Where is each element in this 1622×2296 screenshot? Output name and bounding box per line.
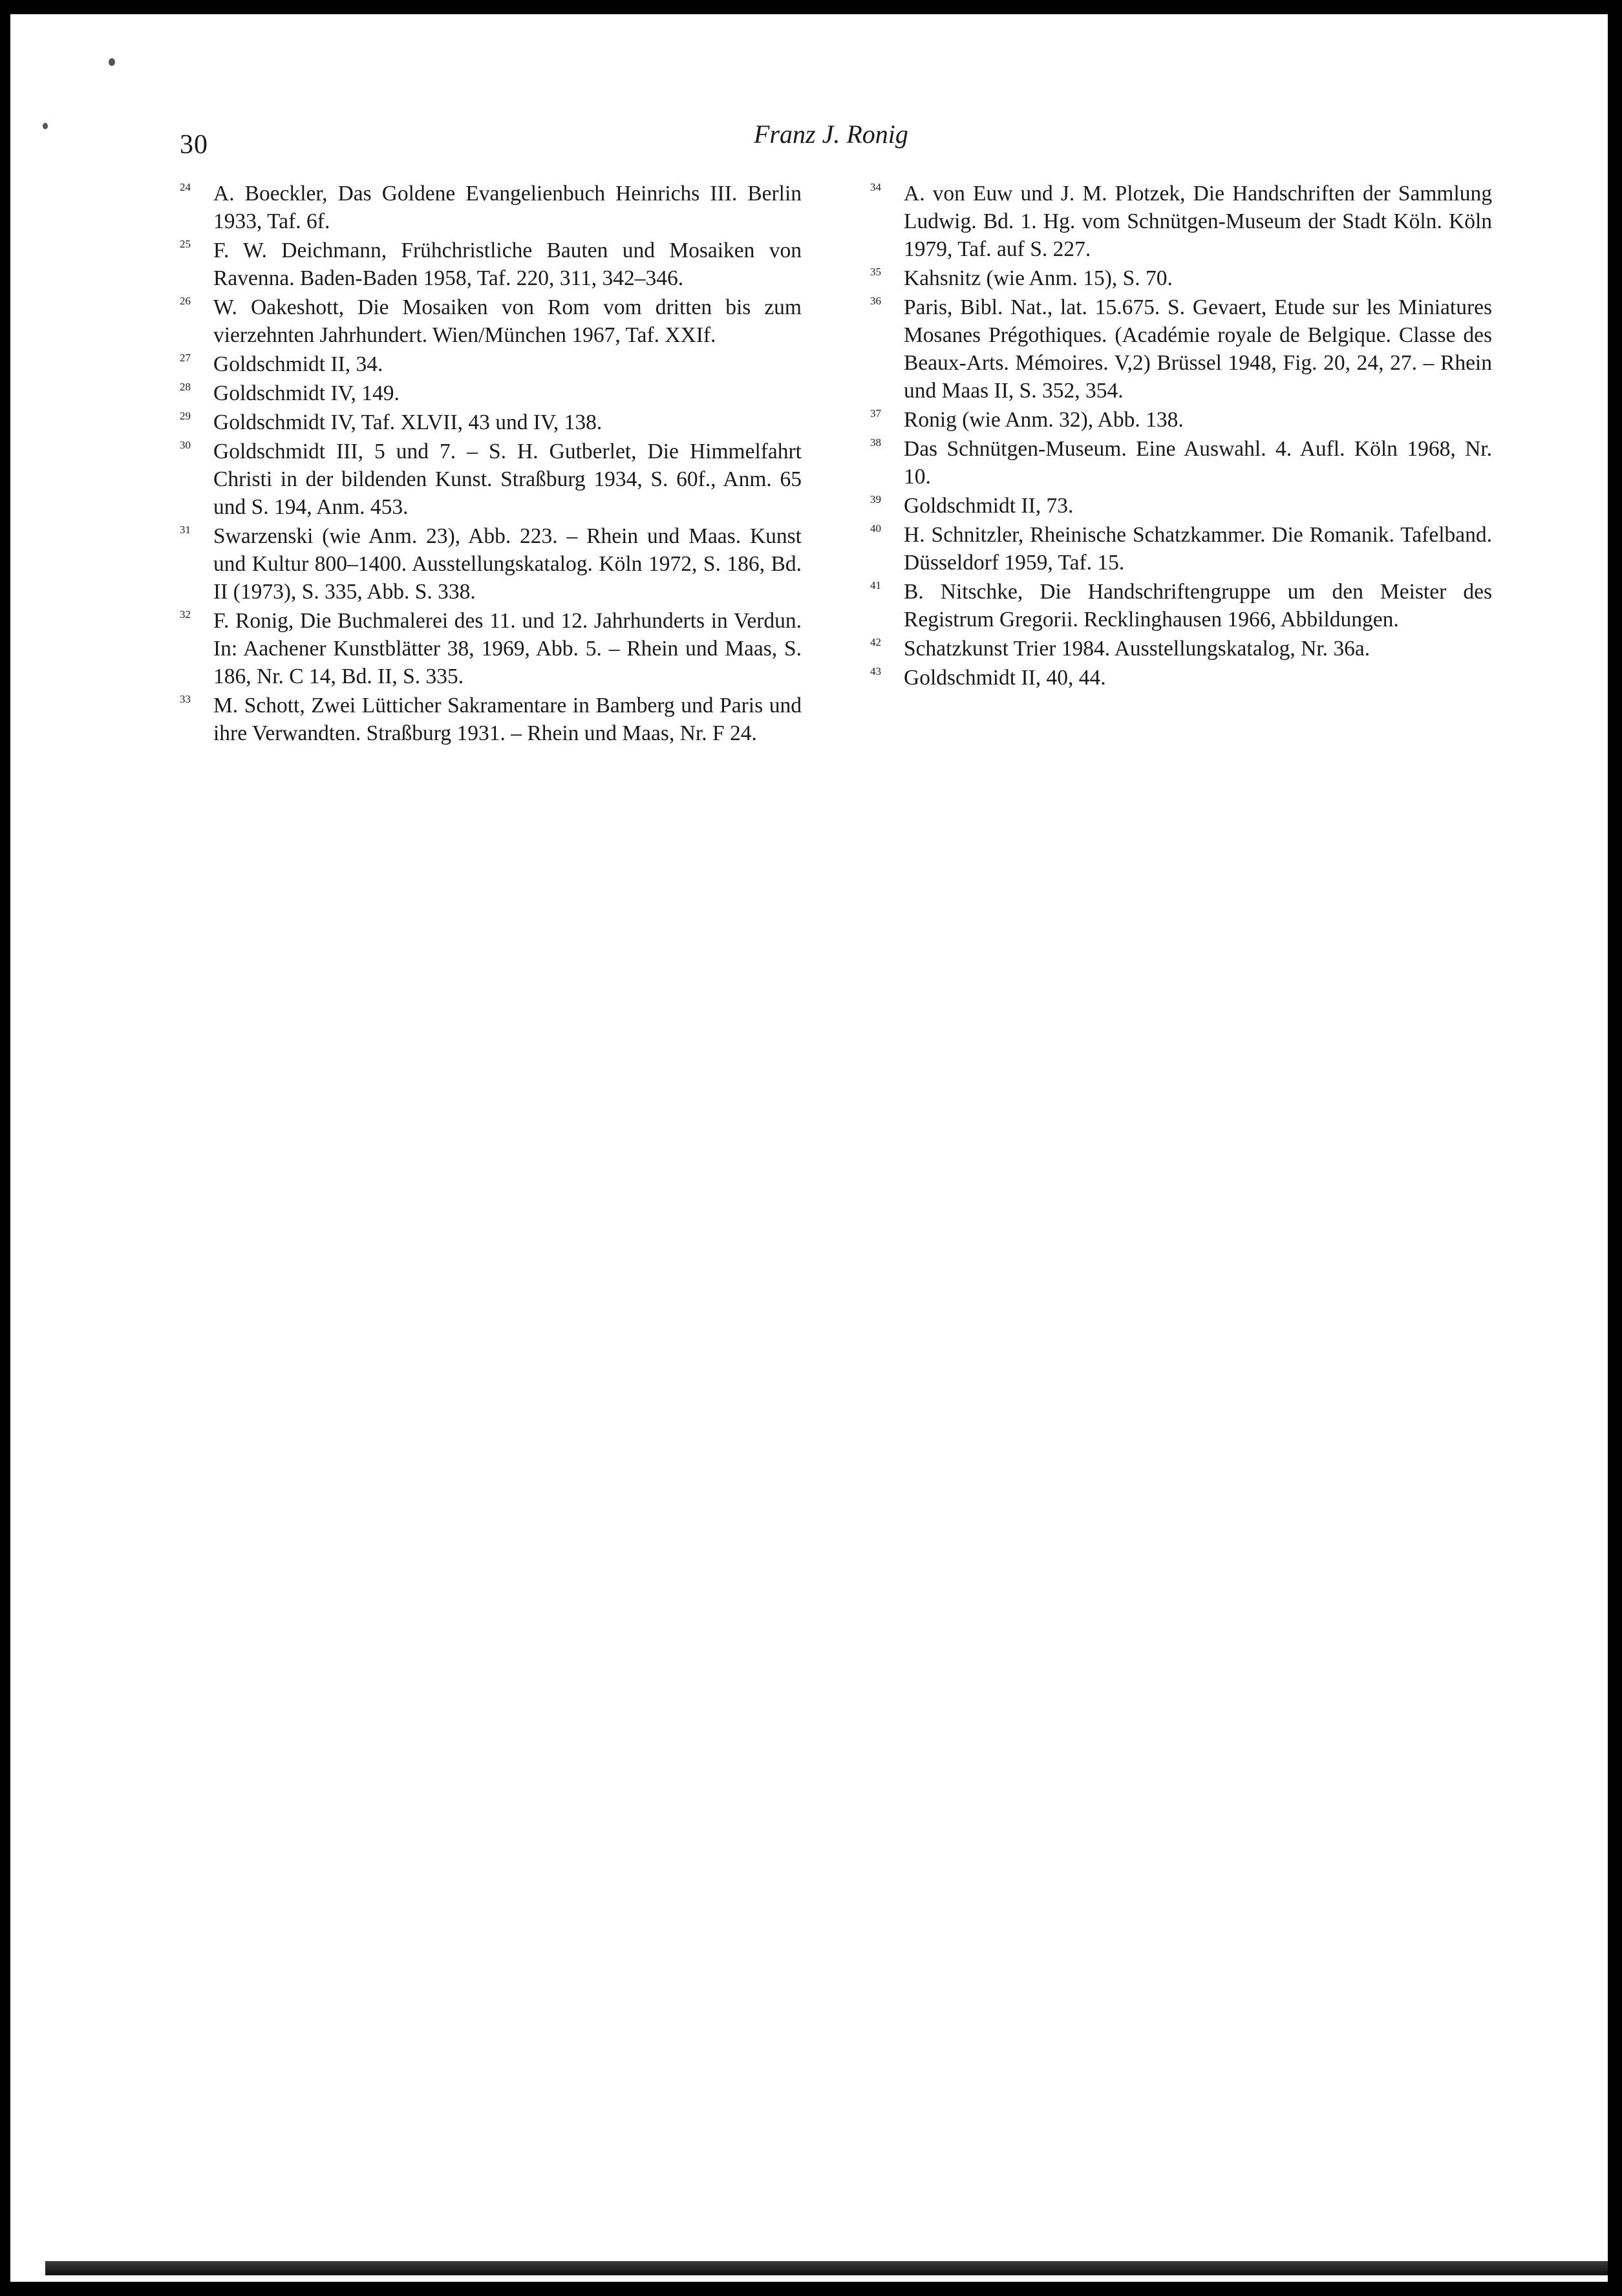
- footnote-text: Das Schnütgen-Museum. Eine Auswahl. 4. Aufl. Köln 1968, Nr. 10.: [904, 437, 1492, 489]
- footnote-text: A. von Euw und J. M. Plotzek, Die Handschriften der Sammlung Ludwig. Bd. 1. Hg. vom Schnütgen-Museum der Stadt Köln. Köln 1979, Taf. auf S. 227.: [904, 182, 1492, 261]
- footnote-number: 32: [180, 608, 191, 621]
- footnote-text: F. W. Deichmann, Frühchristliche Bauten und Mosaiken von Ravenna. Baden-Baden 1958, Taf. 220, 311, 342–346.: [213, 239, 802, 290]
- footnote-number: 24: [180, 181, 191, 193]
- footnote: [870, 664, 1492, 692]
- footnote-number: 30: [180, 439, 191, 451]
- footnote: [180, 293, 802, 349]
- footnote-number: 31: [180, 524, 191, 536]
- footnote-number: 29: [180, 410, 191, 422]
- footnote-number: 42: [870, 636, 881, 648]
- footnote-text: M. Schott, Zwei Lütticher Sakramentare in Bamberg und Paris und ihre Verwandten. Straßburg 1931. – Rhein und Maas, Nr. F 24.: [213, 694, 802, 745]
- footnote-text: Goldschmidt IV, 149.: [213, 381, 400, 405]
- footnote: [870, 293, 1492, 405]
- footnote-number: 37: [870, 407, 881, 420]
- footnote-number: 28: [180, 381, 191, 393]
- footnote-text: Goldschmidt IV, Taf. XLVII, 43 und IV, 138.: [213, 410, 603, 434]
- footnote-text: Schatzkunst Trier 1984. Ausstellungskatalog, Nr. 36a.: [904, 637, 1371, 661]
- footnote: [870, 406, 1492, 434]
- footnote-number: 33: [180, 693, 191, 705]
- scan-bottom-shadow: [45, 2261, 1610, 2275]
- scan-speck: [43, 123, 48, 129]
- footnote-text: Goldschmidt II, 73.: [904, 494, 1074, 518]
- footnote: [180, 237, 802, 292]
- footnote-number: 41: [870, 579, 881, 591]
- scan-speck: [109, 58, 115, 66]
- footnote: [870, 435, 1492, 491]
- footnote-text: Goldschmidt II, 34.: [213, 352, 383, 376]
- footnote: [870, 264, 1492, 292]
- footnote-text: Goldschmidt II, 40, 44.: [904, 666, 1106, 690]
- footnote-number: 43: [870, 665, 881, 677]
- footnote: [870, 492, 1492, 520]
- footnote-number: 38: [870, 436, 881, 449]
- footnote: [180, 409, 802, 436]
- footnote: [180, 350, 802, 378]
- footnote: [870, 521, 1492, 577]
- footnote-number: 40: [870, 522, 881, 535]
- footnote-text: A. Boeckler, Das Goldene Evangelienbuch Heinrichs III. Berlin 1933, Taf. 6f.: [213, 182, 802, 233]
- footnote-text: H. Schnitzler, Rheinische Schatzkammer. Die Romanik. Tafelband. Düsseldorf 1959, Taf. 15.: [904, 523, 1492, 575]
- footnote-text: B. Nitschke, Die Handschriftengruppe um den Meister des Registrum Gregorii. Recklinghausen 1966, Abbildungen.: [904, 580, 1492, 632]
- footnote-text: Kahsnitz (wie Anm. 15), S. 70.: [904, 266, 1173, 290]
- footnote-number: 39: [870, 493, 881, 505]
- footnote-number: 26: [180, 295, 191, 307]
- footnote-number: 27: [180, 352, 191, 364]
- footnote: [180, 607, 802, 690]
- footnote-number: 36: [870, 295, 881, 307]
- footnote: [180, 522, 802, 606]
- footnote: [180, 180, 802, 235]
- footnote-text: W. Oakeshott, Die Mosaiken von Rom vom dritten bis zum vierzehnten Jahrhundert. Wien/München 1967, Taf. XXIf.: [213, 295, 802, 347]
- footnote-text: Paris, Bibl. Nat., lat. 15.675. S. Gevaert, Etude sur les Miniatures Mosanes Prégothiques. (Académie royale de Belgique. Classe des Beaux-Arts. Mémoires. V,2) Brüssel 1948, Fig. 20, 24, 27. – Rhein und Maas II, S. 352, 354.: [904, 295, 1492, 403]
- footnote: [180, 379, 802, 407]
- footnote-number: 25: [180, 238, 191, 250]
- footnote: [870, 180, 1492, 263]
- footnote: [180, 692, 802, 747]
- footnote-text: Goldschmidt III, 5 und 7. – S. H. Gutberlet, Die Himmelfahrt Christi in der bildenden Kunst. Straßburg 1934, S. 60f., Anm. 65 und S. 194, Anm. 453.: [213, 440, 802, 519]
- footnote-text: Swarzenski (wie Anm. 23), Abb. 223. – Rhein und Maas. Kunst und Kultur 800–1400. Ausstellungskatalog. Köln 1972, S. 186, Bd. II (1973), S. 335, Abb. S. 338.: [213, 524, 802, 604]
- footnote-text: Ronig (wie Anm. 32), Abb. 138.: [904, 408, 1184, 432]
- footnote-number: 34: [870, 181, 881, 193]
- footnote: [870, 578, 1492, 633]
- footnote: [180, 438, 802, 521]
- running-head: Franz J. Ronig: [754, 120, 908, 149]
- footnotes-right-column: [870, 180, 1492, 693]
- footnote-text: F. Ronig, Die Buchmalerei des 11. und 12. Jahrhunderts in Verdun. In: Aachener Kunstblätter 38, 1969, Abb. 5. – Rhein und Maas, S. 186, Nr. C 14, Bd. II, S. 335.: [213, 609, 802, 688]
- page-number: 30: [180, 130, 208, 160]
- footnote-number: 35: [870, 266, 881, 278]
- footnote: [870, 635, 1492, 663]
- footnotes-left-column: [180, 180, 802, 749]
